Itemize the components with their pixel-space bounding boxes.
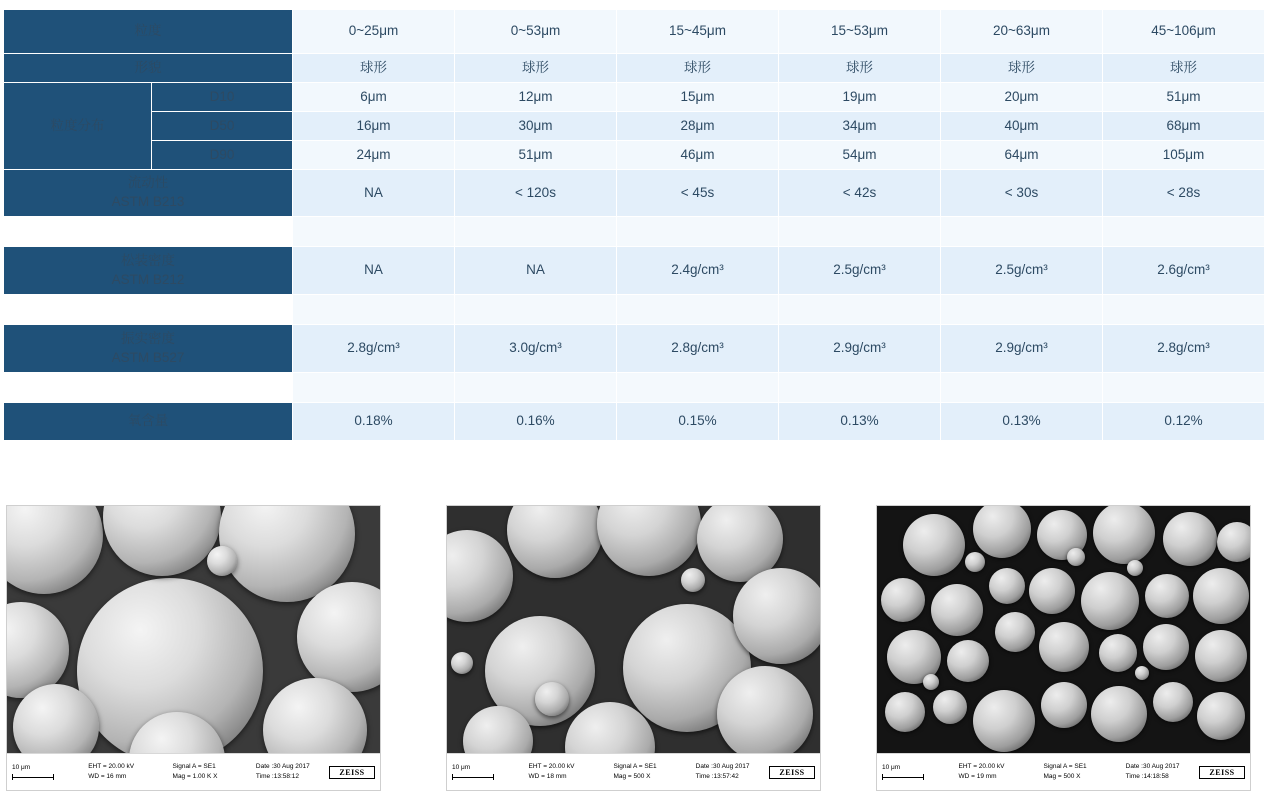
- cell-d10-5: 20μm: [941, 83, 1103, 112]
- powder-particle: [535, 682, 569, 716]
- sem-date: Date :30 Aug 2017: [255, 763, 310, 771]
- spacer-cell: [293, 295, 455, 325]
- scale-bar-label: 10 μm: [12, 763, 31, 771]
- powder-particle: [717, 666, 813, 754]
- spacer-cell: [617, 295, 779, 325]
- zeiss-logo-1: ZEISS: [329, 766, 375, 779]
- sem-wd: WD = 19 mm: [958, 773, 997, 780]
- powder-particle: [881, 578, 925, 622]
- cell-d90-5: 64μm: [941, 141, 1103, 170]
- cell-particle-size-2: 0~53μm: [455, 10, 617, 54]
- table-row-apparent-density: [4, 247, 1265, 295]
- powder-spec-page: [0, 9, 1269, 800]
- cell-particle-size-6: 45~106μm: [1103, 10, 1265, 54]
- spacer-cell: [779, 295, 941, 325]
- powder-particle: [681, 568, 705, 592]
- sem-info-bar-2: [447, 753, 820, 790]
- powder-particle: [989, 568, 1025, 604]
- powder-particle: [507, 506, 603, 578]
- powder-particle: [923, 674, 939, 690]
- spacer-cell: [941, 295, 1103, 325]
- scale-bar-label: 10 μm: [882, 763, 901, 771]
- sem-info-bar-1: [7, 753, 380, 790]
- powder-particle: [1067, 548, 1085, 566]
- zeiss-logo-2: ZEISS: [769, 766, 815, 779]
- cell-particle-size-1: 0~25μm: [293, 10, 455, 54]
- row-header-apparent-density-standard: ASTM B212: [111, 271, 185, 287]
- sem-time: Time :13:58:12: [255, 773, 300, 780]
- row-header-flowability: [4, 170, 293, 217]
- cell-d90-2: 51μm: [455, 141, 617, 170]
- powder-particle: [1153, 682, 1193, 722]
- powder-particle: [207, 546, 237, 576]
- spacer-cell: [941, 373, 1103, 403]
- cell-d50-2: 30μm: [455, 112, 617, 141]
- cell-particle-size-3: 15~45μm: [617, 10, 779, 54]
- powder-particle: [1029, 568, 1075, 614]
- sem-image-1: [6, 505, 381, 791]
- cell-particle-size-5: 20~63μm: [941, 10, 1103, 54]
- cell-oxygen-2: 0.16%: [455, 403, 617, 441]
- table-row-d10: [4, 83, 1265, 112]
- powder-particle: [965, 552, 985, 572]
- sem-beam-params-3: [959, 762, 1005, 782]
- cell-morphology-4: 球形: [779, 54, 941, 83]
- powder-particle: [1041, 682, 1087, 728]
- sem-beam-params-1: [88, 762, 134, 782]
- cell-flowability-3: < 45s: [617, 170, 779, 217]
- spacer-cell: [617, 373, 779, 403]
- cell-oxygen-4: 0.13%: [779, 403, 941, 441]
- table-row-d90: [4, 141, 1265, 170]
- cell-tap-density-1: 2.8g/cm³: [293, 325, 455, 373]
- sem-timestamp-3: [1126, 762, 1180, 782]
- cell-flowability-2: < 120s: [455, 170, 617, 217]
- row-header-d90: D90: [152, 141, 293, 170]
- powder-particle: [1197, 692, 1245, 740]
- cell-d10-1: 6μm: [293, 83, 455, 112]
- cell-tap-density-2: 3.0g/cm³: [455, 325, 617, 373]
- cell-d50-1: 16μm: [293, 112, 455, 141]
- cell-morphology-5: 球形: [941, 54, 1103, 83]
- sem-mag: Mag = 500 X: [1043, 773, 1081, 780]
- cell-morphology-3: 球形: [617, 54, 779, 83]
- cell-d90-6: 105μm: [1103, 141, 1265, 170]
- sem-micrograph-1: [7, 506, 380, 754]
- powder-particle: [1195, 630, 1247, 682]
- cell-d50-3: 28μm: [617, 112, 779, 141]
- powder-particle: [1143, 624, 1189, 670]
- cell-d10-6: 51μm: [1103, 83, 1265, 112]
- powder-particle: [103, 506, 221, 576]
- powder-particle: [451, 652, 473, 674]
- powder-particle: [885, 692, 925, 732]
- powder-particle: [947, 640, 989, 682]
- scale-bar-mark: [12, 774, 54, 780]
- cell-d50-4: 34μm: [779, 112, 941, 141]
- sem-detector-params-1: [173, 762, 218, 782]
- scale-bar-2: [447, 764, 509, 780]
- sem-fields-1: [69, 762, 329, 782]
- sem-signal: Signal A = SE1: [172, 763, 216, 771]
- powder-particle: [1039, 622, 1089, 672]
- spacer-cell: [1103, 295, 1265, 325]
- cell-tap-density-6: 2.8g/cm³: [1103, 325, 1265, 373]
- cell-particle-size-4: 15~53μm: [779, 10, 941, 54]
- powder-particle: [1217, 522, 1250, 562]
- cell-tap-density-3: 2.8g/cm³: [617, 325, 779, 373]
- sem-fields-2: [509, 762, 769, 782]
- table-row-oxygen-content: [4, 403, 1265, 441]
- powder-particle: [1091, 686, 1147, 742]
- cell-oxygen-1: 0.18%: [293, 403, 455, 441]
- spacer-cell: [293, 373, 455, 403]
- cell-flowability-5: < 30s: [941, 170, 1103, 217]
- spacer-cell: [455, 217, 617, 247]
- powder-particle: [1099, 634, 1137, 672]
- sem-date: Date :30 Aug 2017: [1125, 763, 1180, 771]
- table-row-morphology: [4, 54, 1265, 83]
- powder-particle: [297, 582, 380, 692]
- cell-flowability-6: < 28s: [1103, 170, 1265, 217]
- powder-particle: [1127, 560, 1143, 576]
- spacer-cell: [455, 295, 617, 325]
- cell-oxygen-6: 0.12%: [1103, 403, 1265, 441]
- table-row-spacer-2: [4, 295, 1265, 325]
- table-row-spacer-1: [4, 217, 1265, 247]
- cell-oxygen-3: 0.15%: [617, 403, 779, 441]
- powder-particle: [1093, 506, 1155, 564]
- powder-particle: [7, 506, 103, 594]
- row-header-apparent-density-label: 松装密度: [121, 252, 175, 268]
- sem-image-gallery: [0, 505, 1269, 800]
- cell-morphology-1: 球形: [293, 54, 455, 83]
- sem-time: Time :13:57:42: [695, 773, 739, 780]
- powder-particle: [733, 568, 820, 664]
- spacer-cell: [4, 373, 293, 403]
- row-header-oxygen-content: 氧含量: [4, 403, 293, 441]
- row-header-tap-density-label: 振实密度: [121, 330, 175, 346]
- cell-d50-6: 68μm: [1103, 112, 1265, 141]
- cell-apparent-density-1: NA: [293, 247, 455, 295]
- row-header-flowability-standard: ASTM B213: [111, 194, 185, 209]
- cell-oxygen-5: 0.13%: [941, 403, 1103, 441]
- powder-particle: [1193, 568, 1249, 624]
- sem-signal: Signal A = SE1: [1043, 763, 1087, 771]
- powder-particle: [597, 506, 701, 576]
- table-row-particle-size: [4, 10, 1265, 54]
- row-header-flowability-label: 流动性: [127, 175, 169, 191]
- cell-d90-1: 24μm: [293, 141, 455, 170]
- scale-bar-label: 10 μm: [452, 763, 471, 771]
- row-header-tap-density: [4, 325, 293, 373]
- spacer-cell: [779, 217, 941, 247]
- spacer-cell: [1103, 217, 1265, 247]
- sem-timestamp-1: [256, 762, 310, 782]
- cell-d10-2: 12μm: [455, 83, 617, 112]
- sem-eht: EHT = 20.00 kV: [528, 763, 575, 771]
- powder-specification-table: [3, 9, 1265, 441]
- zeiss-logo-3: ZEISS: [1199, 766, 1245, 779]
- powder-particle: [447, 530, 513, 622]
- spacer-cell: [941, 217, 1103, 247]
- cell-morphology-6: 球形: [1103, 54, 1265, 83]
- sem-micrograph-3: [877, 506, 1250, 754]
- sem-micrograph-2: [447, 506, 820, 754]
- sem-eht: EHT = 20.00 kV: [88, 763, 135, 771]
- row-header-d10: D10: [152, 83, 293, 112]
- powder-particle: [1135, 666, 1149, 680]
- cell-apparent-density-3: 2.4g/cm³: [617, 247, 779, 295]
- cell-tap-density-5: 2.9g/cm³: [941, 325, 1103, 373]
- row-header-morphology: 形貌: [4, 54, 293, 83]
- powder-particle: [1145, 574, 1189, 618]
- powder-particle: [933, 690, 967, 724]
- powder-particle: [931, 584, 983, 636]
- row-header-tap-density-standard: ASTM B527: [111, 349, 185, 365]
- cell-flowability-1: NA: [293, 170, 455, 217]
- sem-time: Time :14:18:58: [1125, 773, 1169, 780]
- powder-particle: [1163, 512, 1217, 566]
- cell-d90-3: 46μm: [617, 141, 779, 170]
- powder-particle: [973, 690, 1035, 752]
- sem-detector-params-3: [1043, 762, 1086, 782]
- sem-mag: Mag = 1.00 K X: [172, 773, 218, 780]
- spacer-cell: [4, 295, 293, 325]
- cell-apparent-density-4: 2.5g/cm³: [779, 247, 941, 295]
- sem-fields-3: [939, 762, 1199, 782]
- powder-particle: [1081, 572, 1139, 630]
- powder-particle: [903, 514, 965, 576]
- spacer-cell: [1103, 373, 1265, 403]
- scale-bar-3: [877, 764, 939, 780]
- table-row-spacer-3: [4, 373, 1265, 403]
- spacer-cell: [293, 217, 455, 247]
- table-row-flowability: [4, 170, 1265, 217]
- spacer-cell: [779, 373, 941, 403]
- spacer-cell: [617, 217, 779, 247]
- sem-detector-params-2: [613, 762, 656, 782]
- sem-image-3: [876, 505, 1251, 791]
- powder-particle: [995, 612, 1035, 652]
- cell-d10-4: 19μm: [779, 83, 941, 112]
- sem-image-2: [446, 505, 821, 791]
- row-header-particle-size: 粒度: [4, 10, 293, 54]
- cell-morphology-2: 球形: [455, 54, 617, 83]
- row-header-size-distribution: 粒度分布: [4, 83, 152, 170]
- sem-mag: Mag = 500 X: [613, 773, 651, 780]
- spacer-cell: [455, 373, 617, 403]
- sem-signal: Signal A = SE1: [613, 763, 657, 771]
- cell-d90-4: 54μm: [779, 141, 941, 170]
- cell-apparent-density-5: 2.5g/cm³: [941, 247, 1103, 295]
- sem-info-bar-3: [877, 753, 1250, 790]
- cell-tap-density-4: 2.9g/cm³: [779, 325, 941, 373]
- cell-apparent-density-6: 2.6g/cm³: [1103, 247, 1265, 295]
- sem-timestamp-2: [696, 762, 750, 782]
- scale-bar-1: [7, 764, 69, 780]
- scale-bar-mark: [452, 774, 494, 780]
- cell-d10-3: 15μm: [617, 83, 779, 112]
- sem-wd: WD = 18 mm: [528, 773, 567, 780]
- sem-wd: WD = 16 mm: [88, 773, 127, 780]
- scale-bar-mark: [882, 774, 924, 780]
- sem-date: Date :30 Aug 2017: [695, 763, 750, 771]
- cell-flowability-4: < 42s: [779, 170, 941, 217]
- sem-beam-params-2: [529, 762, 575, 782]
- table-row-d50: [4, 112, 1265, 141]
- powder-particle: [973, 506, 1031, 558]
- cell-apparent-density-2: NA: [455, 247, 617, 295]
- row-header-apparent-density: [4, 247, 293, 295]
- sem-eht: EHT = 20.00 kV: [958, 763, 1005, 771]
- table-row-tap-density: [4, 325, 1265, 373]
- spacer-cell: [4, 217, 293, 247]
- cell-d50-5: 40μm: [941, 112, 1103, 141]
- row-header-d50: D50: [152, 112, 293, 141]
